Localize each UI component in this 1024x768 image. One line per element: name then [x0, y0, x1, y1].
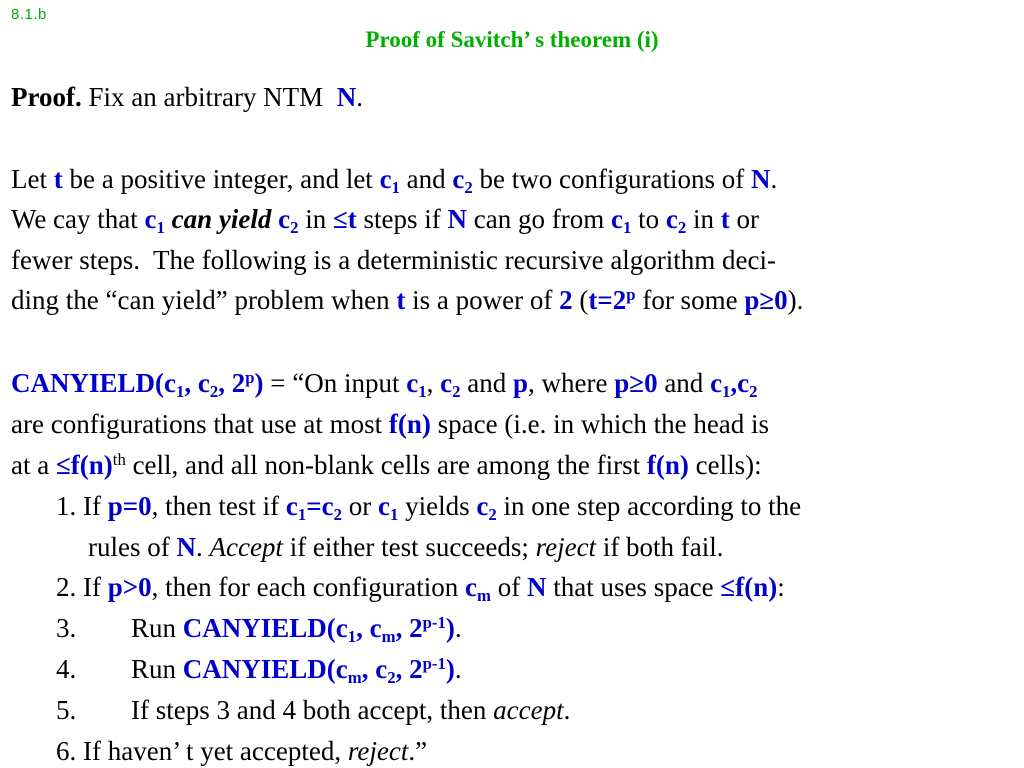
- canyield-name: CANYIELD(c: [11, 368, 176, 398]
- step-4-number: 4.: [56, 654, 77, 684]
- step-5-number: 5.: [56, 695, 77, 725]
- algo-line2: are configurations that use at most f(n) space (i.e. in which the head is: [11, 409, 770, 439]
- para1-line2: We cay that $c_1$ can yield $c_2$ in ≤t steps if N can go from $c_1$ to $c_2$ in t or: [11, 204, 759, 238]
- slide-number: 8.1.b: [11, 6, 47, 23]
- proof-line: Proof. Fix an arbitrary NTM N.: [11, 82, 363, 112]
- algo-header: $CANYIELD(c_1$, $c_2$, $2^p$) = “On input $c_1$, $c_2$ and p, where p≥0 and $c_1,c_2$: [11, 367, 758, 402]
- step-6: 6. If haven’ t yet accepted, reject.”: [56, 736, 428, 766]
- step-4: Run $CANYIELD(c_m$, $c_2$, 2$^{p-1}$).: [131, 653, 462, 688]
- step-1-continued: rules of N. Accept if either test succeeds; reject if both fail.: [88, 532, 724, 562]
- para1-line1: Let t be a positive integer, and let $c_1$ and $c_2$ be two configurations of N.: [11, 164, 778, 198]
- step-3-number: 3.: [56, 613, 77, 643]
- step-1: 1. If p=0, then test if $c_1=c_2$ or $c_1$ yields $c_2$ in one step according to the: [56, 491, 802, 525]
- step-3: Run $CANYIELD(c_1$, $c_m$, 2$^{p-1}$).: [131, 612, 462, 647]
- algo-line3: at $a \le f(n)^{th}$ cell, and all non-blank cells are among the first f(n) cells):: [11, 449, 762, 480]
- ntm-symbol: N: [336, 82, 357, 112]
- slide-title: Proof of Savitch’ s theorem (i): [365, 27, 659, 52]
- can-yield-term: can yield: [171, 204, 272, 234]
- para1-line3: fewer steps. The following is a deterministic recursive algorithm deci-: [11, 245, 777, 275]
- proof-label: Proof.: [11, 82, 82, 112]
- para1-line4: ding the “can yield” problem when t is a power of 2 ($t=2^p$ for some p≥0).: [11, 284, 804, 315]
- step-2: 2. If p>0, then for each configuration $c_m$ of N that uses space ≤f(n):: [56, 572, 785, 606]
- step-5: If steps 3 and 4 both accept, then accept.: [131, 695, 571, 725]
